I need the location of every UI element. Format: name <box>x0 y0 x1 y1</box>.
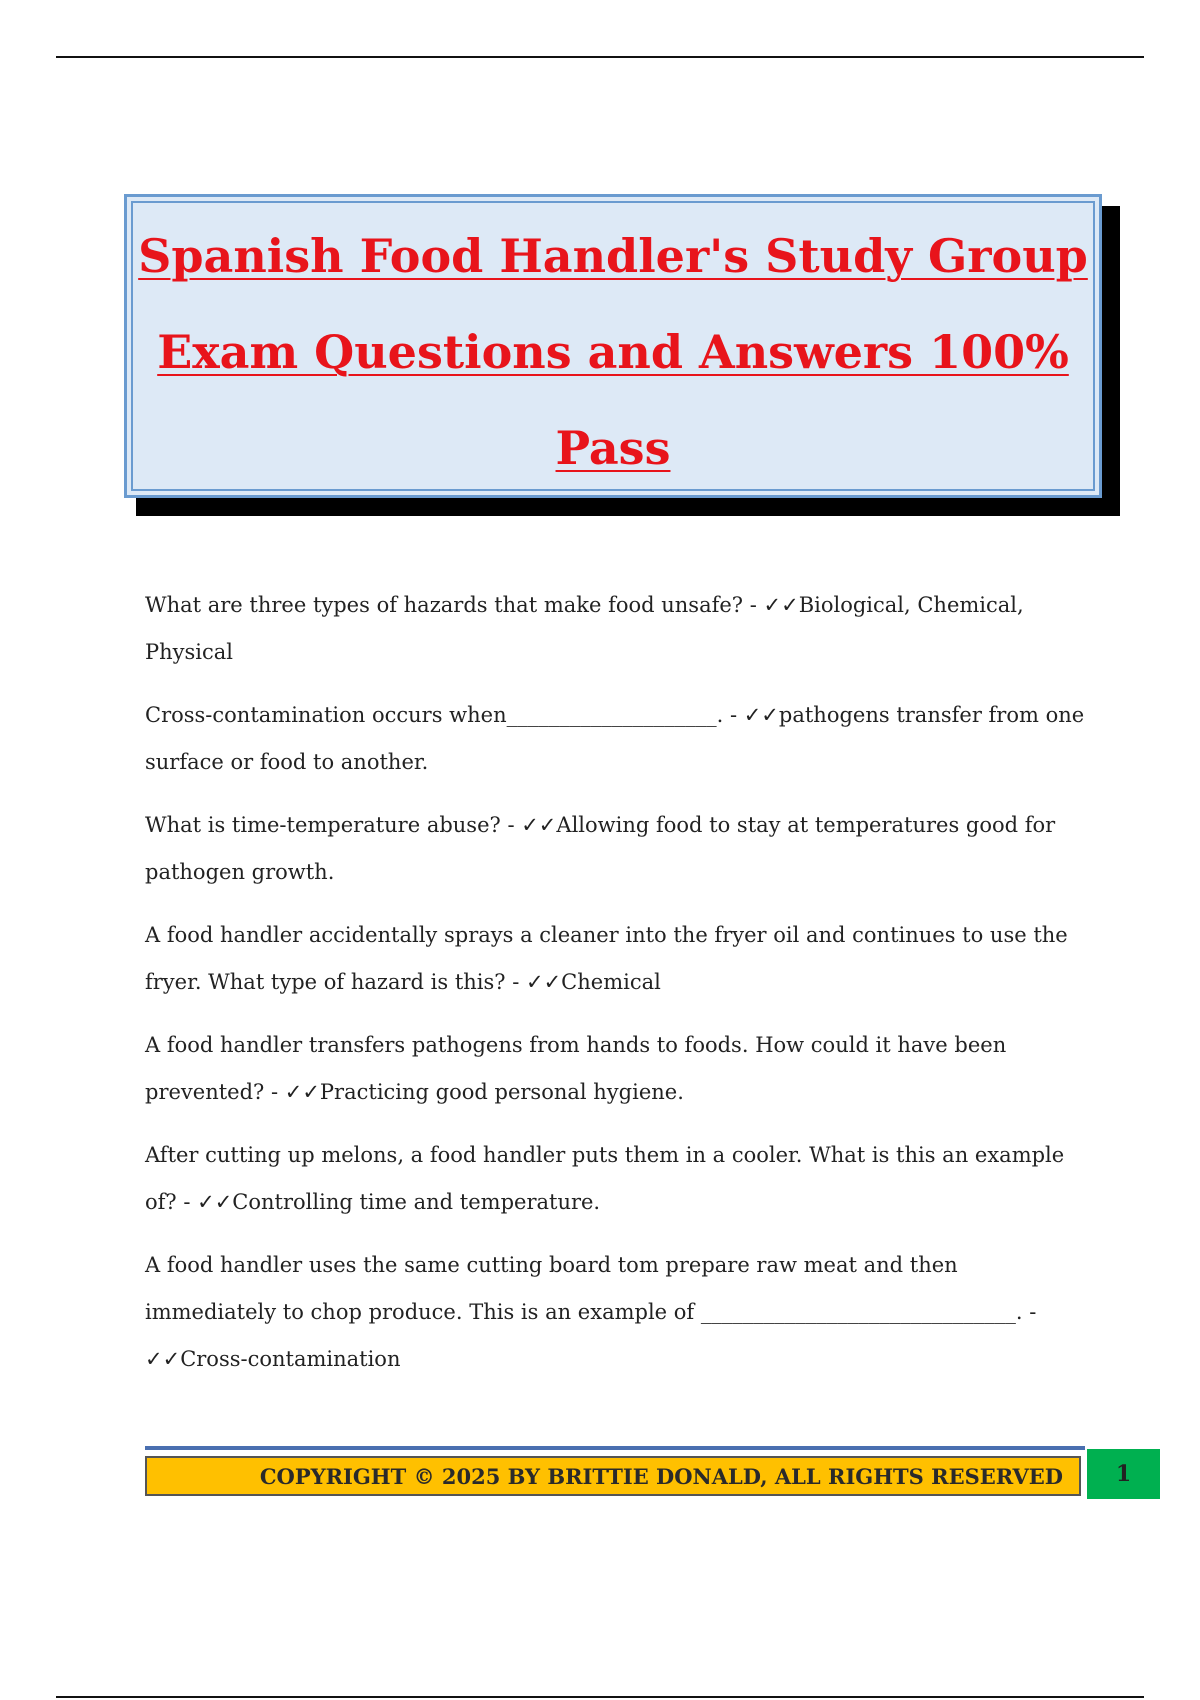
title-line-3: Pass <box>555 421 671 475</box>
qa-list <box>145 582 1095 1399</box>
qa-item-5: A food handler transfers pathogens from hands to foods. How could it have been prevented? - ✓✓Practicing good personal hygiene. <box>145 1033 1007 1104</box>
document-title <box>124 208 1102 496</box>
qa-item-3: What is time-temperature abuse? - ✓✓Allowing food to stay at temperatures good for pathogen growth. <box>145 813 1056 884</box>
bottom-rule <box>56 1696 1144 1698</box>
top-rule <box>56 56 1144 58</box>
qa-item-1: What are three types of hazards that make food unsafe? - ✓✓Biological, Chemical, Physical <box>145 593 1024 664</box>
qa-item-2: Cross-contamination occurs when____________________. - ✓✓pathogens transfer from one surface or food to another. <box>145 703 1085 774</box>
page-footer <box>145 1446 1085 1500</box>
qa-item-7: A food handler uses the same cutting board tom prepare raw meat and then immediately to chop produce. This is an example of ______________________________. - ✓✓Cross-contamination <box>145 1253 1037 1371</box>
copyright-bar: COPYRIGHT © 2025 BY BRITTIE DONALD, ALL RIGHTS RESERVED <box>145 1456 1081 1496</box>
title-line-2: Exam Questions and Answers 100% <box>157 325 1069 379</box>
footer-rule <box>145 1446 1085 1450</box>
qa-item-4: A food handler accidentally sprays a cleaner into the fryer oil and continues to use the fryer. What type of hazard is this? - ✓✓Chemical <box>145 923 1068 994</box>
title-line-1: Spanish Food Handler's Study Group <box>138 229 1088 283</box>
title-banner <box>124 194 1108 504</box>
qa-item-6: After cutting up melons, a food handler puts them in a cooler. What is this an example of? - ✓✓Controlling time and temperature. <box>145 1143 1065 1214</box>
page-number-badge: 1 <box>1087 1449 1160 1499</box>
